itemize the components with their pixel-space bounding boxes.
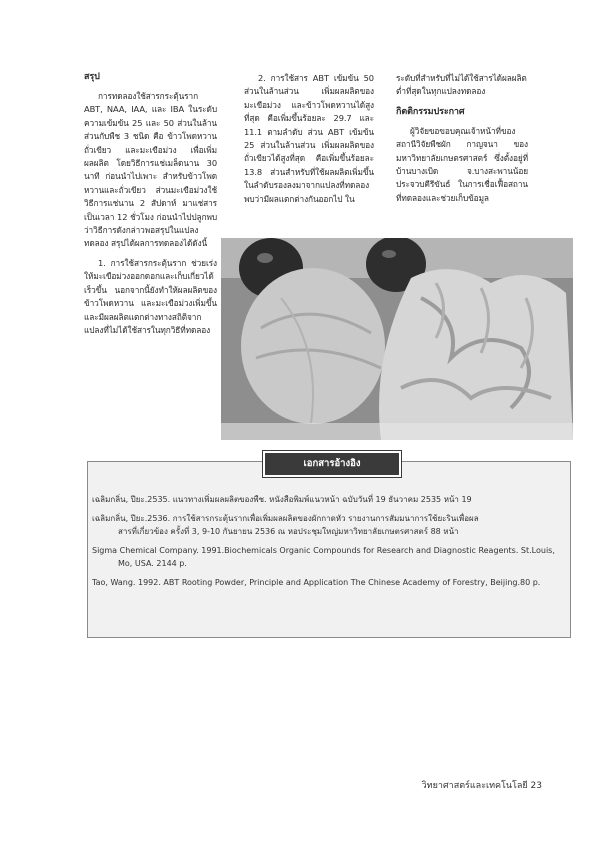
page-footer: [422, 778, 542, 792]
middle-column: [244, 72, 374, 206]
reference-text: Tao, Wang. 1992. ABT Rooting Powder, Principle and Application The Chinese Academy of Forestry, Beijing.80 p.: [92, 578, 541, 587]
vegetables-illustration: [221, 238, 573, 440]
conclusion-paragraph-1: การทดลองใช้สารกระตุ้นราก ABT, NAA, IAA, และ IBA ในระดับความเข้มข้น 25 และ 50 ส่วนในล้านส่วนกับพืช 3 ชนิด คือ ข้าวโพดหวาน ถั่วเขียว และมะเขือม่วง เพื่อเพิ่มผลผลิต โดยวิธีการแช่เมล็ดนาน 30 นาที ก่อนนำไปเพาะ สำหรับข้าวโพดหวานและถั่วเขียว ส่วนมะเขือม่วงใช้วิธีการแช่นาน 2 สัปดาห์ มาแช่สารเป็นเวลา 12 ชั่วโมง ก่อนนำไปปลูกพบว่าวิธีการดังกล่าวพอสรุปในแปลงทดลอง สรุปได้ผลการทดลองได้ดังนี้: [84, 91, 217, 249]
reference-item: [92, 512, 564, 538]
right-column: [396, 72, 528, 205]
reference-text-continued: สารที่เกี่ยวข้อง ครั้งที่ 3, 9-10 กันยายน 2536 ณ หอประชุมใหญ่มหาวิทยาลัยเกษตรศาสตร์ 88 หน้า: [118, 527, 459, 536]
reference-text: เฉลิมกลิ่น, ปียะ.2536. การใช้สารกระตุ้นรากเพื่อเพิ่มผลผลิตของผักกาดหัว รายงานการสัมมนาการใช้ยะรินเพื่อผล: [92, 514, 479, 523]
page-number: 23: [530, 781, 542, 791]
reference-item: [92, 493, 564, 506]
conclusion-heading: สรุป: [84, 72, 100, 82]
conclusion-column: [84, 70, 217, 337]
references-list: [92, 493, 564, 595]
conclusion-paragraph-2: 1. การใช้สารกระตุ้นราก ช่วยเร่งให้มะเขือม่วงออกดอกและเก็บเกี่ยวได้เร็วขึ้น นอกจากนี้ยังทำให้ผลผลิตของข้าวโพดหวาน และมะเขือม่วงเพิ่มขึ้น และมีผลผลิตแตกต่างทางสถิติจากแปลงที่ไม่ได้ใช้สารในทุกวิธีที่ทดลอง: [84, 257, 217, 335]
reference-text-continued: Mo, USA. 2144 p.: [118, 559, 187, 568]
reference-text: Sigma Chemical Company. 1991.Biochemicals Organic Compounds for Research and Diagnostic Reagents. St.Louis,: [92, 546, 555, 555]
reference-text: เฉลิมกลิ่น, ปียะ.2535. แนวทางเพิ่มผลผลิตของพืช. หนังสือพิมพ์แนวหน้า ฉบับวันที่ 19 ธันวาคม 2535 หน้า 19: [92, 495, 472, 504]
continued-paragraph: ระดับที่สำหรับที่ไม่ได้ใช้สารได้ผลผลิตต่ำที่สุดในทุกแปลงทดลอง: [396, 73, 527, 97]
conclusion-paragraph-3: 2. การใช้สาร ABT เข้มข้น 50 ส่วนในล้านส่วน เพิ่มผลผลิตของมะเขือม่วง และข้าวโพดหวานได้สูงที่สุด คือเพิ่มขึ้นร้อยละ 29.7 และ 11.1 ตามลำดับ ส่วน ABT เข้มข้น 25 ส่วนในล้านส่วน เพิ่มผลผลิตของถั่วเขียวได้สูงที่สุด คือเพิ่มขึ้นร้อยละ 13.8 ส่วนสำหรับที่ใช้ผลผลิตเพิ่มขึ้นในลำดับรองลงมาจากแปลงที่ทดลองพบว่ามีผลแตกต่างกันออกไป ใน: [244, 73, 374, 204]
acknowledgement-heading: กิตติกรรมประกาศ: [396, 106, 465, 117]
journal-name: วิทยาศาสตร์และเทคโนโลยี: [421, 781, 528, 791]
reference-item: [92, 544, 564, 570]
acknowledgement-paragraph: ผู้วิจัยขอขอบคุณเจ้าหน้าที่ของสถานีวิจัยพืชผัก กาญจนา ของมหาวิทยาลัยเกษตรศาสตร์ ซึ่งตั้งอยู่ที่บ้านบางเบิด จ.บางสะพานน้อย ประจวบคีรีขันธ์ ในการเชื่อเฟื้อสถานที่ทดลองและช่วยเก็บข้อมูล: [396, 125, 528, 203]
reference-item: [92, 576, 564, 589]
vegetables-photo: [221, 238, 573, 440]
references-title: เอกสารอ้างอิง: [263, 451, 401, 477]
